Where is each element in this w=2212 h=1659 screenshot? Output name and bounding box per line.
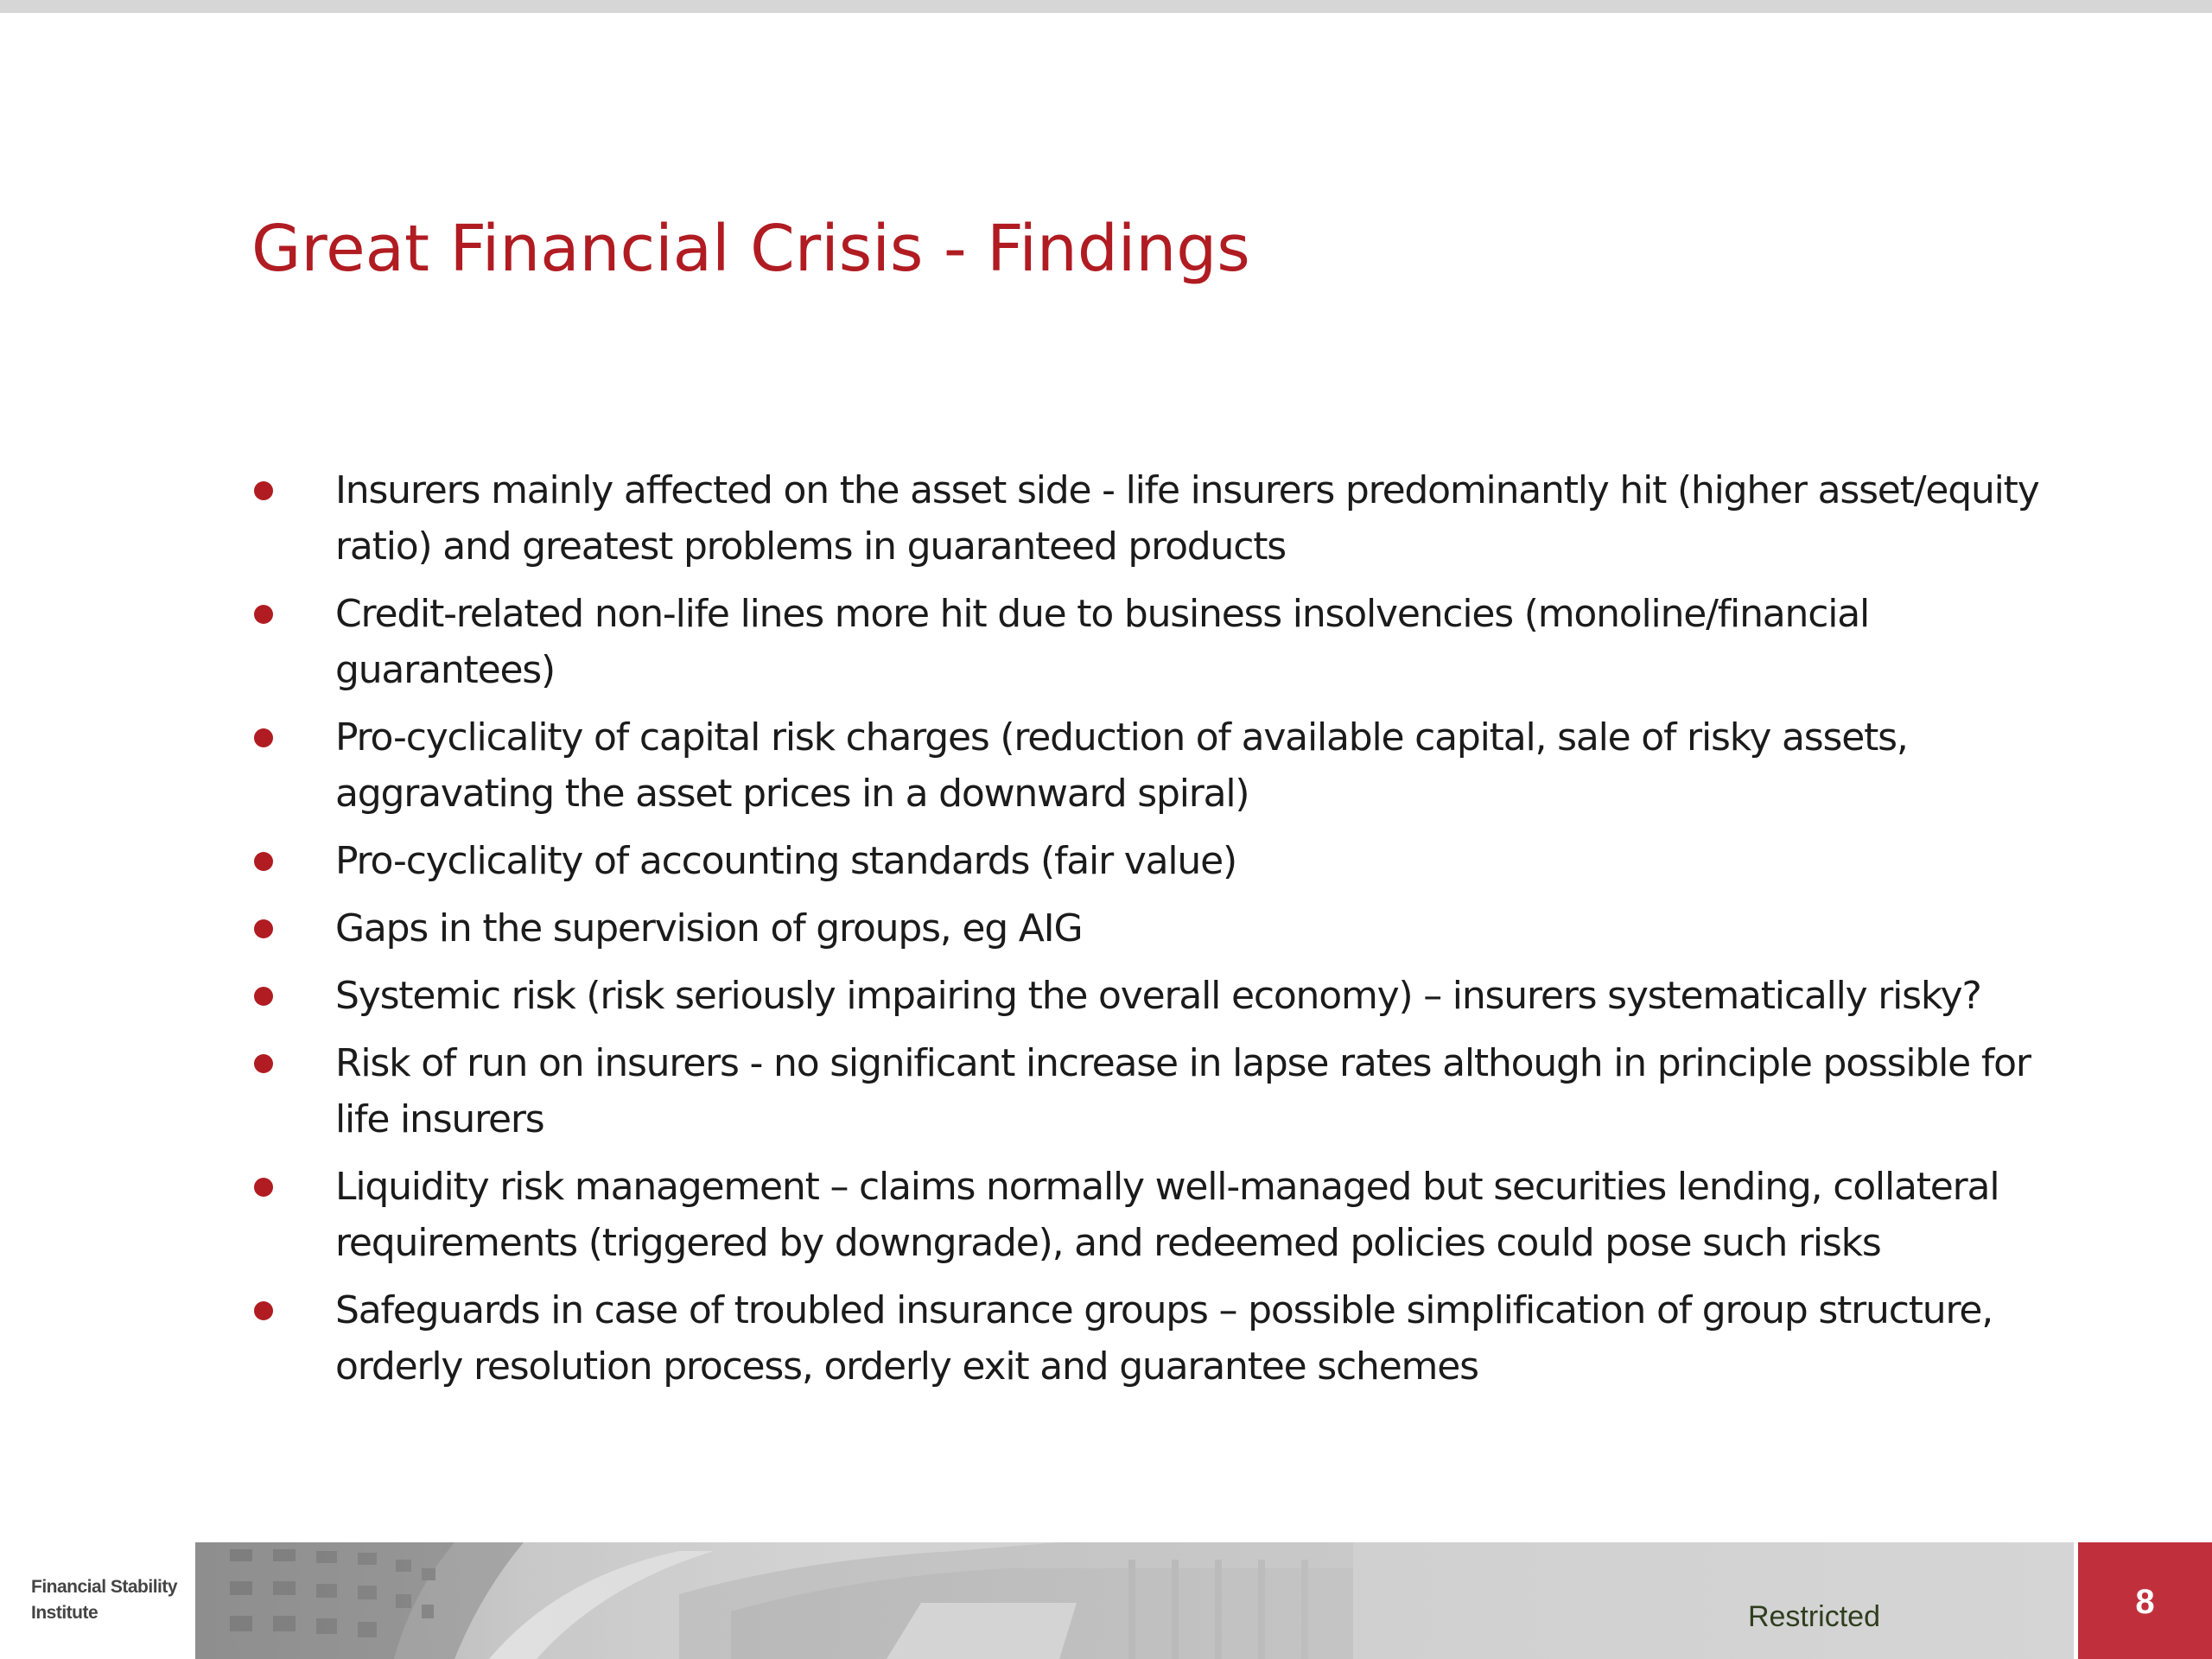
building-photo-band xyxy=(195,1542,2074,1659)
bullet-dot-icon xyxy=(254,1054,273,1073)
bullet-item xyxy=(251,586,2092,698)
bullet-item xyxy=(251,1282,2092,1395)
bullet-dot-icon xyxy=(254,1178,273,1197)
bullet-dot-icon xyxy=(254,728,273,747)
slide-title: Great Financial Crisis - Findings xyxy=(251,212,1250,286)
classification-label: Restricted xyxy=(1747,1600,1880,1633)
slide-footer xyxy=(0,1542,2212,1659)
bullet-dot-icon xyxy=(254,987,273,1006)
bullet-text: Pro-cyclicality of accounting standards (fair value) xyxy=(335,839,1236,883)
logo-text-line-2: Institute xyxy=(31,1603,99,1623)
bullet-text: Pro-cyclicality of capital risk charges (reduction of available capital, sale of risky assets, aggravating the asset prices in a downward spiral) xyxy=(335,715,1908,816)
bullet-item xyxy=(251,1035,2092,1147)
bullet-item xyxy=(251,709,2092,822)
bullet-text: Systemic risk (risk seriously impairing the overall economy) – insurers systematically risky? xyxy=(335,974,1981,1018)
page-number: 8 xyxy=(2135,1583,2155,1621)
top-strip xyxy=(0,0,2212,13)
bullet-text: Insurers mainly affected on the asset side - life insurers predominantly hit (higher asset/equity ratio) and greatest problems in guaranteed products xyxy=(335,468,2039,569)
bullet-item xyxy=(251,833,2092,889)
logo-text-line-1: Financial Stability xyxy=(31,1577,178,1597)
bullet-item xyxy=(251,968,2092,1024)
bullet-list xyxy=(251,462,2092,1406)
bullet-dot-icon xyxy=(254,919,273,938)
bullet-dot-icon xyxy=(254,605,273,624)
bullet-item xyxy=(251,462,2092,575)
page-number-box xyxy=(2074,1542,2212,1659)
bullet-text: Liquidity risk management – claims normally well-managed but securities lending, collateral requirements (triggered by downgrade), and redeemed policies could pose such risks xyxy=(335,1165,1999,1265)
fsi-logo xyxy=(0,1542,195,1659)
bullet-text: Credit-related non-life lines more hit due to business insolvencies (monoline/financial guarantees) xyxy=(335,592,1870,692)
bullet-dot-icon xyxy=(254,481,273,500)
bullet-item xyxy=(251,1159,2092,1271)
bullet-text: Safeguards in case of troubled insurance groups – possible simplification of group structure, orderly resolution process, orderly exit and guarantee schemes xyxy=(335,1288,1993,1389)
bullet-item xyxy=(251,900,2092,957)
bullet-dot-icon xyxy=(254,852,273,871)
bullet-text: Gaps in the supervision of groups, eg AIG xyxy=(335,906,1083,950)
bullet-dot-icon xyxy=(254,1301,273,1320)
bullet-text: Risk of run on insurers - no significant increase in lapse rates although in principle possible for life insurers xyxy=(335,1041,2031,1141)
